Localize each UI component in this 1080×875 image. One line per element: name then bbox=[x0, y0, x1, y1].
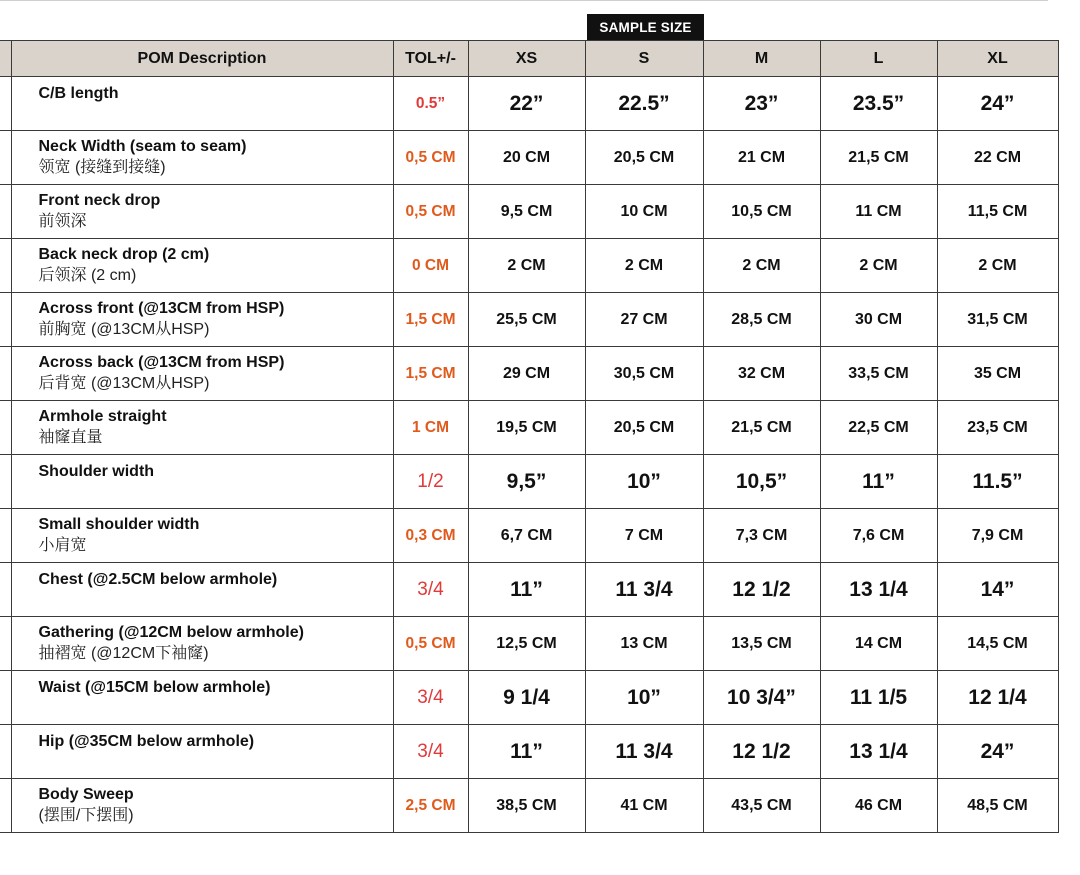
size-xs-value: 25,5 CM bbox=[468, 293, 585, 347]
pom-description-cell bbox=[11, 239, 393, 293]
pom-description-zh: 袖窿直量 bbox=[38, 428, 103, 446]
size-m-value: 12 1/2 bbox=[703, 563, 820, 617]
pom-description-cell bbox=[11, 671, 393, 725]
table-row bbox=[0, 779, 1058, 833]
size-s-value: 20,5 CM bbox=[585, 401, 703, 455]
size-s-value: 11 3/4 bbox=[585, 725, 703, 779]
pom-description-cell bbox=[11, 185, 393, 239]
size-l-value: 11 CM bbox=[820, 185, 937, 239]
size-xl-value: 24” bbox=[937, 77, 1058, 131]
size-m-value: 12 1/2 bbox=[703, 725, 820, 779]
size-xl-value: 31,5 CM bbox=[937, 293, 1058, 347]
tolerance-cell: 0,5 CM bbox=[393, 617, 468, 671]
tolerance-cell: 0 CM bbox=[393, 239, 468, 293]
header-size-xl: XL bbox=[937, 41, 1058, 77]
pom-description-en: Across back (@13CM from HSP) bbox=[38, 353, 285, 371]
size-l-value: 13 1/4 bbox=[820, 563, 937, 617]
pom-description-cell bbox=[11, 725, 393, 779]
header-size-xs: XS bbox=[468, 41, 585, 77]
table-row bbox=[0, 455, 1058, 509]
tolerance-cell: 1,5 CM bbox=[393, 293, 468, 347]
row-edge-cell bbox=[0, 509, 11, 563]
table-row bbox=[0, 239, 1058, 293]
header-tolerance: TOL+/- bbox=[393, 41, 468, 77]
size-xs-value: 9,5 CM bbox=[468, 185, 585, 239]
tolerance-cell: 2,5 CM bbox=[393, 779, 468, 833]
header-size-m: M bbox=[703, 41, 820, 77]
top-divider bbox=[0, 0, 1048, 1]
row-edge-cell bbox=[0, 455, 11, 509]
size-l-value: 46 CM bbox=[820, 779, 937, 833]
pom-description-cell bbox=[11, 401, 393, 455]
size-s-value: 13 CM bbox=[585, 617, 703, 671]
size-m-value: 2 CM bbox=[703, 239, 820, 293]
row-edge-cell bbox=[0, 239, 11, 293]
size-xl-value: 12 1/4 bbox=[937, 671, 1058, 725]
size-s-value: 30,5 CM bbox=[585, 347, 703, 401]
pom-description-zh: 后领深 (2 cm) bbox=[38, 266, 137, 284]
size-l-value: 33,5 CM bbox=[820, 347, 937, 401]
size-xs-value: 29 CM bbox=[468, 347, 585, 401]
size-s-value: 41 CM bbox=[585, 779, 703, 833]
row-edge-cell bbox=[0, 725, 11, 779]
header-size-l: L bbox=[820, 41, 937, 77]
size-s-value: 22.5” bbox=[585, 77, 703, 131]
table-row bbox=[0, 293, 1058, 347]
size-xl-value: 14,5 CM bbox=[937, 617, 1058, 671]
size-l-value: 22,5 CM bbox=[820, 401, 937, 455]
row-edge-cell bbox=[0, 779, 11, 833]
size-xs-value: 19,5 CM bbox=[468, 401, 585, 455]
table-row bbox=[0, 185, 1058, 239]
size-m-value: 23” bbox=[703, 77, 820, 131]
size-l-value: 14 CM bbox=[820, 617, 937, 671]
table-row bbox=[0, 671, 1058, 725]
pom-description-en: Body Sweep bbox=[38, 785, 134, 803]
table-row bbox=[0, 617, 1058, 671]
pom-description-en: Neck Width (seam to seam) bbox=[38, 137, 247, 155]
pom-description-cell bbox=[11, 509, 393, 563]
pom-description-en: Across front (@13CM from HSP) bbox=[38, 299, 285, 317]
pom-description-cell bbox=[11, 455, 393, 509]
size-m-value: 10,5” bbox=[703, 455, 820, 509]
size-l-value: 11 1/5 bbox=[820, 671, 937, 725]
size-xl-value: 11,5 CM bbox=[937, 185, 1058, 239]
size-s-value: 11 3/4 bbox=[585, 563, 703, 617]
size-xl-value: 48,5 CM bbox=[937, 779, 1058, 833]
pom-description-cell bbox=[11, 779, 393, 833]
size-xs-value: 9 1/4 bbox=[468, 671, 585, 725]
row-edge-cell bbox=[0, 77, 11, 131]
size-s-value: 10” bbox=[585, 455, 703, 509]
size-xs-value: 2 CM bbox=[468, 239, 585, 293]
table-row bbox=[0, 77, 1058, 131]
pom-description-zh: 领宽 (接缝到接缝) bbox=[38, 158, 166, 176]
row-edge-cell bbox=[0, 401, 11, 455]
size-xs-value: 9,5” bbox=[468, 455, 585, 509]
size-xl-value: 11.5” bbox=[937, 455, 1058, 509]
row-edge-cell bbox=[0, 185, 11, 239]
row-edge-cell bbox=[0, 131, 11, 185]
size-l-value: 7,6 CM bbox=[820, 509, 937, 563]
pom-description-en: Gathering (@12CM below armhole) bbox=[38, 623, 304, 641]
size-xl-value: 7,9 CM bbox=[937, 509, 1058, 563]
pom-description-en: Hip (@35CM below armhole) bbox=[38, 732, 255, 750]
size-xs-value: 38,5 CM bbox=[468, 779, 585, 833]
pom-description-en: Chest (@2.5CM below armhole) bbox=[38, 570, 278, 588]
pom-description-zh: 后背宽 (@13CM从HSP) bbox=[38, 374, 210, 392]
tolerance-cell: 0,5 CM bbox=[393, 131, 468, 185]
pom-description-zh: 抽褶宽 (@12CM下袖窿) bbox=[38, 644, 209, 662]
header-size-s: S bbox=[585, 41, 703, 77]
pom-description-cell bbox=[11, 347, 393, 401]
row-edge-cell bbox=[0, 347, 11, 401]
size-l-value: 2 CM bbox=[820, 239, 937, 293]
row-edge-cell bbox=[0, 671, 11, 725]
row-edge-cell bbox=[0, 293, 11, 347]
table-row bbox=[0, 725, 1058, 779]
size-xs-value: 11” bbox=[468, 563, 585, 617]
pom-description-zh: 前领深 bbox=[38, 212, 87, 230]
tolerance-cell: 3/4 bbox=[393, 671, 468, 725]
pom-description-cell bbox=[11, 293, 393, 347]
size-s-value: 10 CM bbox=[585, 185, 703, 239]
size-l-value: 21,5 CM bbox=[820, 131, 937, 185]
size-xl-value: 35 CM bbox=[937, 347, 1058, 401]
size-m-value: 21,5 CM bbox=[703, 401, 820, 455]
header-pom-description: POM Description bbox=[11, 41, 393, 77]
table-header-row bbox=[0, 41, 1058, 77]
table-row bbox=[0, 347, 1058, 401]
size-l-value: 11” bbox=[820, 455, 937, 509]
pom-description-en: Back neck drop (2 cm) bbox=[38, 245, 210, 263]
size-m-value: 7,3 CM bbox=[703, 509, 820, 563]
tolerance-cell: 3/4 bbox=[393, 725, 468, 779]
table-row bbox=[0, 401, 1058, 455]
tolerance-cell: 0,5 CM bbox=[393, 185, 468, 239]
size-xs-value: 11” bbox=[468, 725, 585, 779]
pom-description-en: Front neck drop bbox=[38, 191, 161, 209]
table-row bbox=[0, 509, 1058, 563]
size-m-value: 10,5 CM bbox=[703, 185, 820, 239]
tolerance-cell: 0,3 CM bbox=[393, 509, 468, 563]
size-m-value: 10 3/4” bbox=[703, 671, 820, 725]
pom-description-en: Armhole straight bbox=[38, 407, 167, 425]
pom-description-en: Waist (@15CM below armhole) bbox=[38, 678, 271, 696]
pom-description-zh: 小肩宽 bbox=[38, 536, 87, 554]
row-edge-cell bbox=[0, 617, 11, 671]
size-xs-value: 12,5 CM bbox=[468, 617, 585, 671]
pom-description-cell bbox=[11, 563, 393, 617]
size-m-value: 21 CM bbox=[703, 131, 820, 185]
pom-description-zh: 前胸宽 (@13CM从HSP) bbox=[38, 320, 210, 338]
table-row bbox=[0, 131, 1058, 185]
size-xl-value: 14” bbox=[937, 563, 1058, 617]
tolerance-cell: 0.5” bbox=[393, 77, 468, 131]
size-xl-value: 24” bbox=[937, 725, 1058, 779]
size-m-value: 32 CM bbox=[703, 347, 820, 401]
size-s-value: 20,5 CM bbox=[585, 131, 703, 185]
size-xl-value: 2 CM bbox=[937, 239, 1058, 293]
size-m-value: 28,5 CM bbox=[703, 293, 820, 347]
size-xl-value: 22 CM bbox=[937, 131, 1058, 185]
pom-description-cell bbox=[11, 77, 393, 131]
size-xl-value: 23,5 CM bbox=[937, 401, 1058, 455]
tolerance-cell: 3/4 bbox=[393, 563, 468, 617]
measurement-spec-table bbox=[0, 40, 1059, 833]
size-s-value: 7 CM bbox=[585, 509, 703, 563]
row-edge-cell bbox=[0, 563, 11, 617]
size-l-value: 23.5” bbox=[820, 77, 937, 131]
size-s-value: 2 CM bbox=[585, 239, 703, 293]
size-m-value: 43,5 CM bbox=[703, 779, 820, 833]
sample-size-label: SAMPLE SIZE bbox=[587, 14, 704, 41]
size-xs-value: 6,7 CM bbox=[468, 509, 585, 563]
header-edge-cell bbox=[0, 41, 11, 77]
pom-description-en: C/B length bbox=[38, 84, 119, 102]
pom-description-zh: (摆围/下摆围) bbox=[38, 806, 134, 824]
tolerance-cell: 1 CM bbox=[393, 401, 468, 455]
table-row bbox=[0, 563, 1058, 617]
size-s-value: 10” bbox=[585, 671, 703, 725]
pom-description-en: Shoulder width bbox=[38, 462, 155, 480]
size-l-value: 13 1/4 bbox=[820, 725, 937, 779]
size-xs-value: 20 CM bbox=[468, 131, 585, 185]
size-l-value: 30 CM bbox=[820, 293, 937, 347]
tolerance-cell: 1,5 CM bbox=[393, 347, 468, 401]
pom-description-cell bbox=[11, 617, 393, 671]
size-m-value: 13,5 CM bbox=[703, 617, 820, 671]
size-s-value: 27 CM bbox=[585, 293, 703, 347]
pom-description-cell bbox=[11, 131, 393, 185]
pom-description-en: Small shoulder width bbox=[38, 515, 200, 533]
size-xs-value: 22” bbox=[468, 77, 585, 131]
tolerance-cell: 1/2 bbox=[393, 455, 468, 509]
